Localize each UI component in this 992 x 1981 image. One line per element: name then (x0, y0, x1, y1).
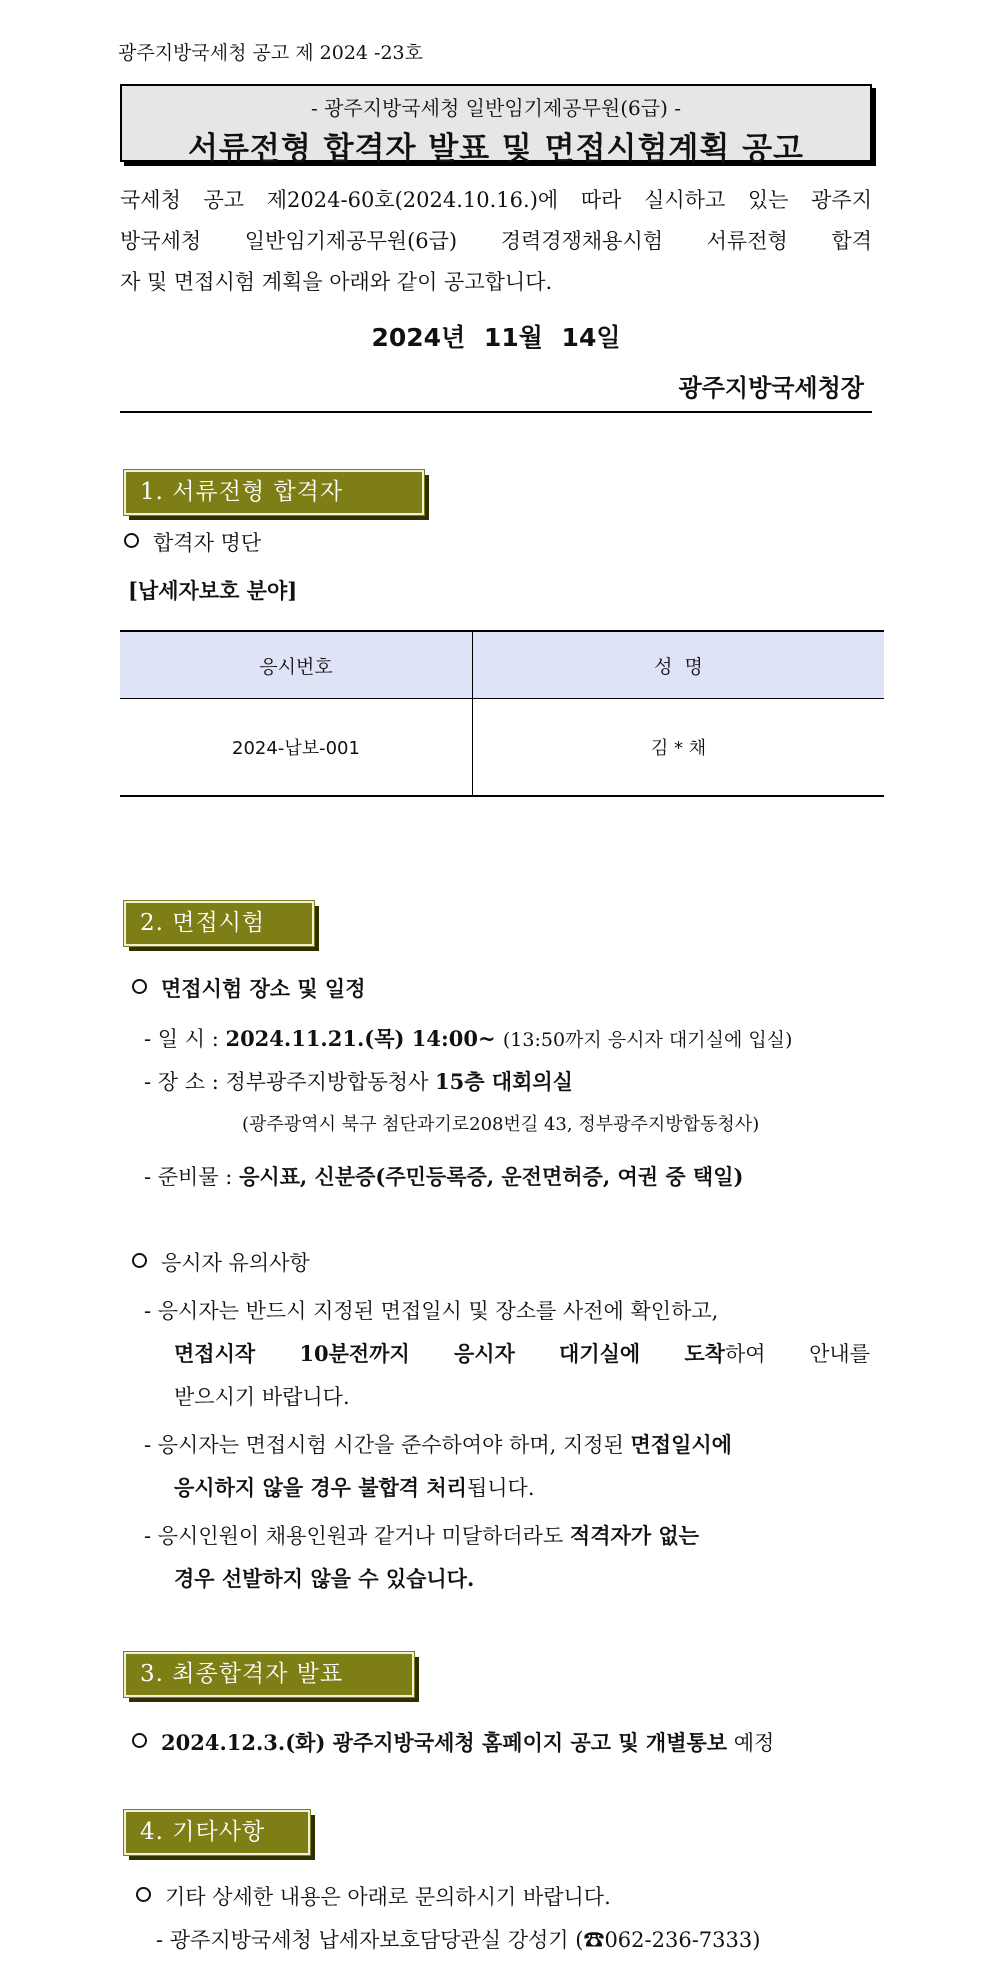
section-1-bullet (124, 528, 261, 558)
section-3-heading: 3. 최종합격자 발표 (124, 1652, 414, 1697)
bullet-text: 기타 상세한 내용은 아래로 문의하시기 바랍니다. (165, 1885, 611, 1909)
note-2-emphasis: 면접일시에 (630, 1432, 732, 1457)
note-2-emphasis-2: 응시하지 않을 경우 불합격 처리 (174, 1475, 467, 1500)
datetime-note: (13:50까지 응시자 대기실에 입실) (502, 1029, 793, 1051)
interview-schedule-bullet (132, 974, 366, 1004)
applicant-notes-bullet (132, 1248, 310, 1278)
prep-value: 응시표, 신분증(주민등록증, 운전면허증, 여권 중 택일) (239, 1164, 744, 1189)
contact-text: - 광주지방국세청 납세자보호담당관실 강성기 ( (156, 1928, 584, 1952)
circle-bullet-icon (124, 533, 139, 548)
note-2-line-2 (174, 1473, 535, 1503)
issuer-name: 광주지방국세청장 (678, 374, 864, 402)
notice-number: 광주지방국세청 공고 제 2024 -23호 (118, 42, 424, 64)
circle-bullet-icon (132, 979, 147, 994)
table-header-row (120, 631, 884, 699)
note-2-line-1 (144, 1430, 732, 1460)
contact-line (156, 1925, 760, 1955)
datetime-label: - 일 시 : (144, 1027, 226, 1051)
title-subtitle: - 광주지방국세청 일반임기제공무원(6급) - (310, 96, 682, 120)
note-1-line-3: 받으시기 바랍니다. (174, 1385, 350, 1409)
note-1-emphasis: 면접시작 10분전까지 응시자 대기실에 도착 (174, 1341, 725, 1366)
datetime-line (144, 1024, 792, 1055)
note-3-line-2: 경우 선발하지 않을 수 있습니다. (174, 1566, 475, 1591)
intro-line-1: 국세청 공고 제2024-60호(2024.10.16.)에 따라 실시하고 있는 광주지 (120, 188, 872, 212)
circle-bullet-icon (132, 1253, 147, 1268)
bullet-text: 합격자 명단 (153, 531, 262, 555)
section-2-heading: 2. 면접시험 (124, 901, 314, 946)
circle-bullet-icon (132, 1733, 147, 1748)
column-header-name: 성 명 (473, 631, 885, 699)
divider (120, 411, 872, 413)
datetime-value: 2024.11.21.(목) 14:00~ (225, 1026, 503, 1051)
title-box (120, 84, 872, 167)
place-value: 15층 대회의실 (434, 1069, 573, 1094)
intro-paragraph (120, 180, 872, 303)
inquiry-bullet (136, 1882, 611, 1912)
note-1-tail: 하여 안내를 (724, 1342, 870, 1366)
bullet-text: 면접시험 장소 및 일정 (161, 976, 366, 1001)
cell-exam-number: 2024-납보-001 (120, 699, 473, 797)
cell-name: 김 * 채 (473, 699, 885, 797)
note-3-emphasis: 적격자가 없는 (569, 1523, 699, 1548)
roster-table (120, 630, 884, 797)
intro-line-2: 방국세청 일반임기제공무원(6급) 경력경쟁채용시험 서류전형 합격 (120, 229, 872, 253)
announcement-date: 2024년 11월 14일 (371, 323, 621, 352)
note-2-text: - 응시자는 면접시험 시간을 준수하여야 하며, 지정된 (144, 1433, 631, 1457)
place-label: - 장 소 : 정부광주지방합동청사 (144, 1070, 435, 1094)
field-label: [납세자보호 분야] (128, 578, 298, 603)
address-line: (광주광역시 북구 첨단과기로208번길 43, 정부광주지방합동청사) (242, 1114, 760, 1135)
column-header-exam-number: 응시번호 (120, 631, 473, 699)
final-announcement-tail: 예정 (727, 1731, 775, 1755)
table-row (120, 699, 884, 797)
section-4-heading: 4. 기타사항 (124, 1810, 310, 1855)
phone-number: 062-236-7333) (604, 1928, 761, 1952)
intro-line-3: 자 및 면접시험 계획을 아래와 같이 공고합니다. (120, 270, 553, 294)
prep-line (144, 1162, 743, 1192)
bullet-text: 응시자 유의사항 (161, 1251, 310, 1275)
place-line (144, 1067, 573, 1097)
phone-icon: ☎ (583, 1928, 605, 1952)
circle-bullet-icon (136, 1887, 151, 1902)
page-title: 서류전형 합격자 발표 및 면접시험계획 공고 (188, 131, 804, 167)
note-2-tail: 됩니다. (466, 1476, 535, 1500)
final-announcement-text: 2024.12.3.(화) 광주지방국세청 홈페이지 공고 및 개별통보 (161, 1730, 728, 1755)
note-1-line-1: - 응시자는 반드시 지정된 면접일시 및 장소를 사전에 확인하고, (144, 1299, 719, 1323)
section-1-heading: 1. 서류전형 합격자 (124, 470, 424, 515)
note-3-line-1 (144, 1521, 699, 1551)
note-3-text: - 응시인원이 채용인원과 같거나 미달하더라도 (144, 1524, 570, 1548)
final-announcement-line (132, 1728, 774, 1758)
note-1-line-2 (174, 1339, 870, 1369)
prep-label: - 준비물 : (144, 1165, 240, 1189)
